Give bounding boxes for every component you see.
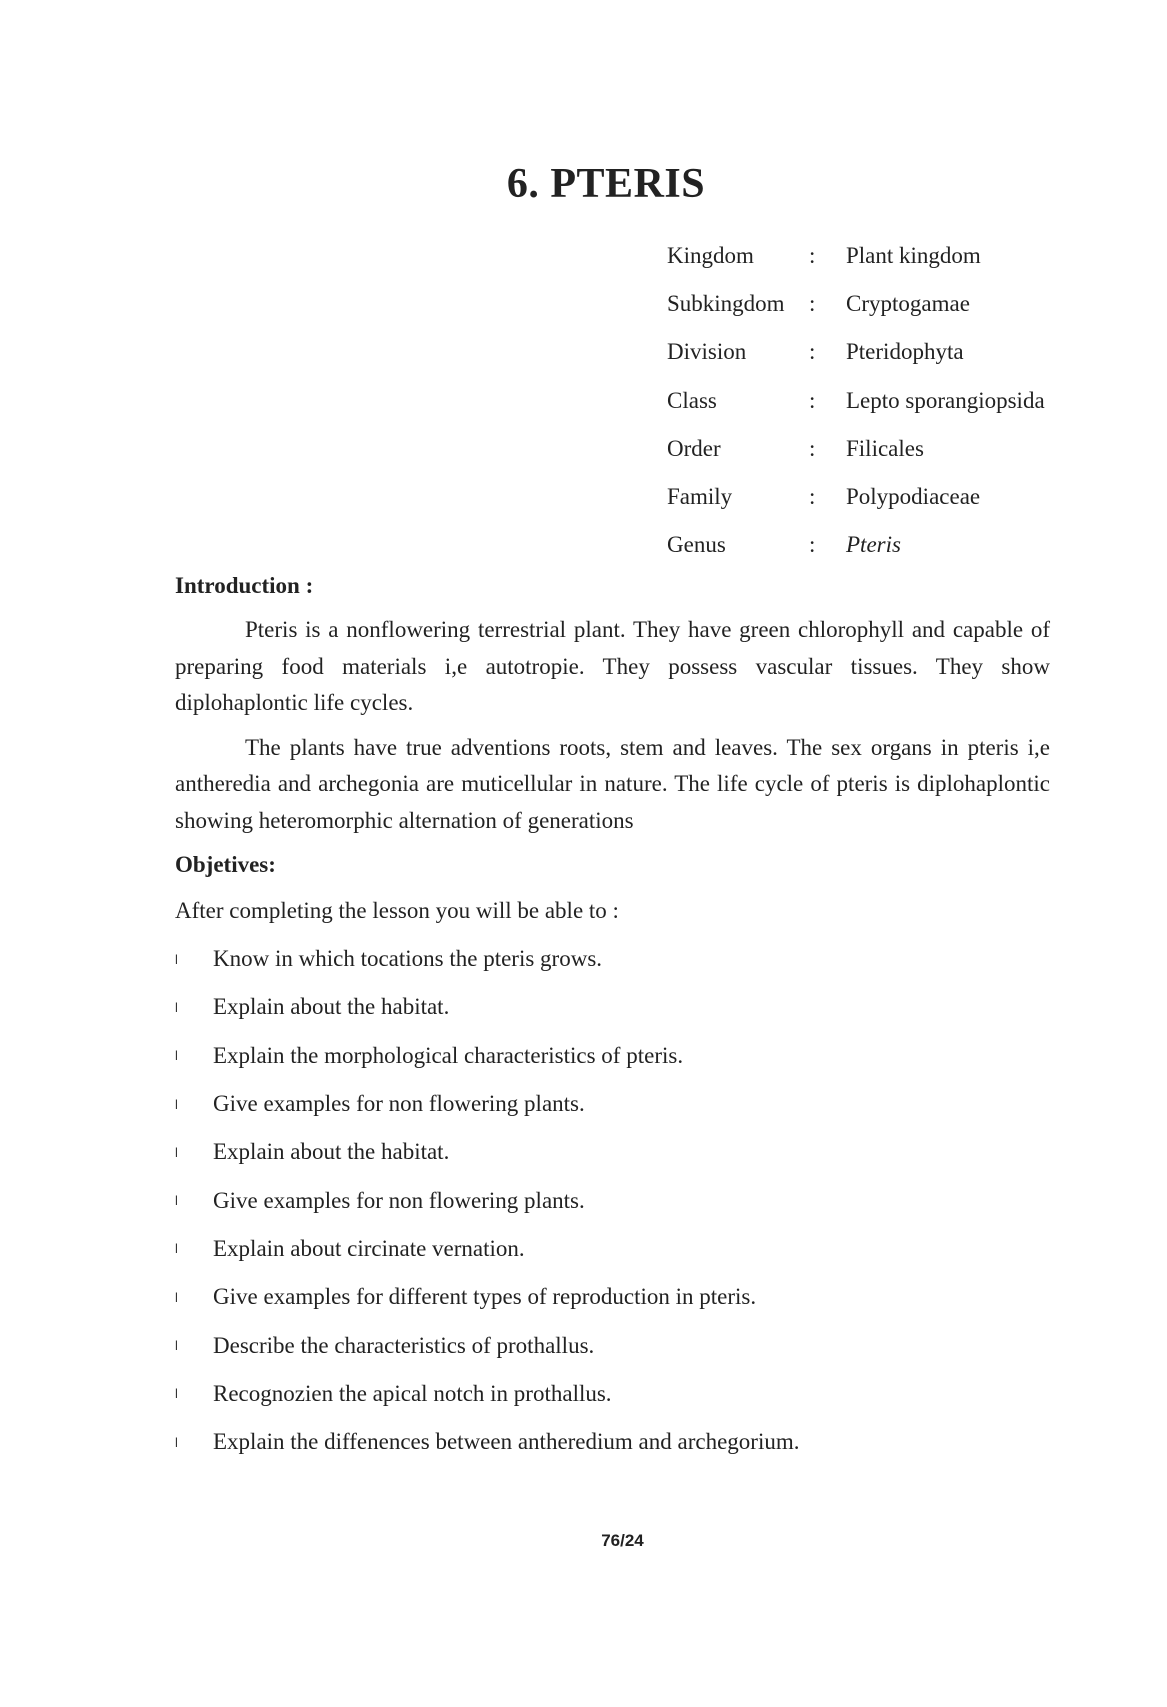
list-item	[175, 1032, 1050, 1080]
list-item-text: Give examples for non flowering plants.	[213, 1091, 585, 1117]
list-item	[175, 1128, 1050, 1176]
taxonomy-row-genus	[667, 521, 1045, 569]
taxonomy-colon: :	[809, 243, 816, 269]
bullet-icon: l	[175, 999, 178, 1015]
taxonomy-table	[667, 232, 1045, 569]
taxonomy-row-order	[667, 425, 1045, 473]
taxonomy-value: Plant kingdom	[846, 243, 981, 269]
introduction-paragraph: Pteris is a nonflowering terrestrial plant. They have green chlorophyll and capable of preparing food materials i,e autotropie. They possess vascular tissues. They show diplohaplontic life cycles.	[175, 617, 1050, 715]
list-item-text: Explain the diffenences between antheredium and archegorium.	[213, 1429, 800, 1455]
list-item	[175, 1273, 1050, 1321]
taxonomy-colon: :	[809, 435, 816, 461]
taxonomy-label: Family	[667, 484, 733, 510]
bullet-icon: l	[175, 1338, 178, 1354]
introduction-paragraph: The plants have true adventions roots, stem and leaves. The sex organs in pteris i,e antheredia and archegonia are muticellular in nature. The life cycle of pteris is diplohaplontic showing heteromorphic alternation of generations	[175, 734, 1050, 833]
bullet-icon: l	[175, 1289, 178, 1305]
objectives-heading: Objetives:	[175, 852, 276, 877]
list-item	[175, 1370, 1050, 1418]
objectives-intro: After completing the lesson you will be able to :	[175, 898, 619, 923]
taxonomy-colon: :	[809, 339, 816, 365]
page-number: 76/24	[601, 1531, 644, 1550]
main-content	[175, 568, 1050, 1466]
list-item-text: Give examples for different types of reproduction in pteris.	[213, 1284, 757, 1310]
page-title: 6. PTERIS	[506, 161, 706, 207]
taxonomy-value: Polypodiaceae	[846, 484, 981, 510]
bullet-icon: l	[175, 1144, 178, 1160]
taxonomy-label: Division	[667, 339, 747, 365]
list-item-text: Explain the morphological characteristics of pteris.	[213, 1042, 684, 1068]
list-item	[175, 1176, 1050, 1224]
taxonomy-label: Class	[667, 387, 717, 413]
list-item-text: Give examples for non flowering plants.	[213, 1187, 585, 1213]
taxonomy-label: Order	[667, 435, 721, 461]
objectives-list	[175, 935, 1050, 1466]
taxonomy-colon: :	[809, 532, 816, 558]
taxonomy-label: Kingdom	[667, 243, 754, 269]
taxonomy-row-subkingdom	[667, 280, 1045, 328]
taxonomy-row-division	[667, 328, 1045, 376]
list-item	[175, 935, 1050, 983]
list-item-text: Explain about the habitat.	[213, 994, 450, 1020]
taxonomy-value: Pteridophyta	[846, 339, 964, 365]
taxonomy-colon: :	[809, 387, 816, 413]
list-item-text: Explain about the habitat.	[213, 1139, 450, 1165]
bullet-icon: l	[175, 1386, 178, 1402]
list-item	[175, 1418, 1050, 1466]
bullet-icon: l	[175, 1096, 178, 1112]
list-item	[175, 983, 1050, 1031]
taxonomy-label: Subkingdom	[667, 291, 785, 317]
list-item	[175, 1080, 1050, 1128]
bullet-icon: l	[175, 1048, 178, 1064]
introduction-heading: Introduction :	[175, 573, 314, 598]
bullet-icon: l	[175, 1241, 178, 1257]
taxonomy-value: Filicales	[846, 435, 924, 461]
taxonomy-row-kingdom	[667, 232, 1045, 280]
taxonomy-value: Pteris	[846, 532, 901, 558]
list-item-text: Recognozien the apical notch in prothallus.	[213, 1380, 612, 1406]
list-item-text: Explain about circinate vernation.	[213, 1235, 525, 1261]
list-item-text: Know in which tocations the pteris grows.	[213, 946, 603, 972]
list-item	[175, 1321, 1050, 1369]
bullet-icon: l	[175, 951, 178, 967]
taxonomy-colon: :	[809, 484, 816, 510]
taxonomy-value: Cryptogamae	[846, 291, 970, 317]
taxonomy-row-class	[667, 377, 1045, 425]
taxonomy-label: Genus	[667, 532, 726, 558]
bullet-icon: l	[175, 1193, 178, 1209]
list-item	[175, 1225, 1050, 1273]
taxonomy-row-family	[667, 473, 1045, 521]
taxonomy-value: Lepto sporangiopsida	[846, 387, 1045, 413]
taxonomy-colon: :	[809, 291, 816, 317]
list-item-text: Describe the characteristics of prothallus.	[213, 1332, 595, 1358]
bullet-icon: l	[175, 1434, 178, 1450]
